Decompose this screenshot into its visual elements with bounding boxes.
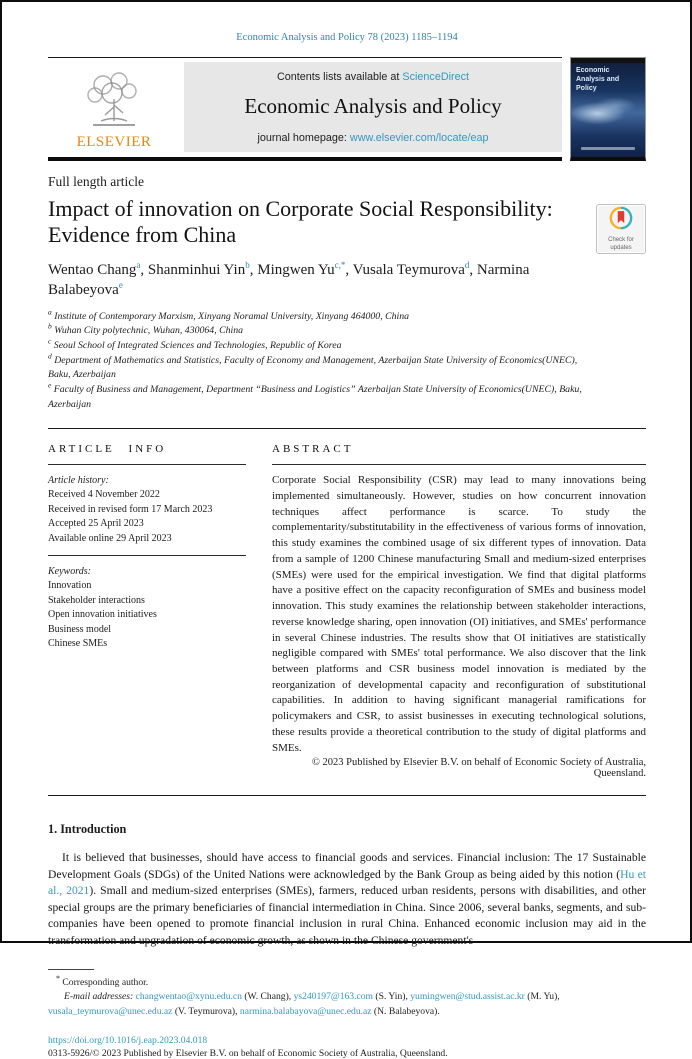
keywords-label: Keywords: (48, 566, 91, 578)
title-row (48, 196, 646, 254)
citation-link-hu-2021[interactable]: Hu et al., 2021 (48, 867, 646, 898)
abstract-header: ABSTRACT (272, 443, 354, 456)
article-history-label: Article history: (48, 475, 109, 487)
affiliation: $^c$ Seoul School of Integrated Sciences and Technologies, Republic of Korea (48, 336, 342, 351)
history-item: Accepted 25 April 2023 (48, 518, 144, 530)
elsevier-tree-icon (81, 69, 147, 136)
homepage-prefix: journal homepage: (257, 132, 350, 144)
intro-text-after-cite: ). Small and medium-sized enterprises (SMEs), farmers, reduced urban residents, persons with disabilities, and other special groups are the primary beneficiaries of financial intermediation in China. Since 2006, several banks, segments, and sub-companies have been opened to promote financial inclusion in rural China. Enhanced economic inclusion may aid in the transformation and upgradation of economic growth, as shown in the Chinese government's (48, 884, 647, 947)
masthead-panel (184, 62, 562, 152)
email-addresses-note: E-mail addresses: changwentao@xynu.edu.cn (W. Chang), ys240197@163.com (S. Yin), yumingwen@stud.assist.ac.kr (M. Yu), vusala_teymurova@unec.edu.az (V. Teymurova), narmina.balabayova@unec.edu.az (N. Balabeyova). (48, 991, 560, 1017)
keyword: Chinese SMEs (48, 638, 108, 650)
sciencedirect-link[interactable]: ScienceDirect (402, 71, 470, 83)
corresponding-author-note: * Corresponding author. (56, 973, 149, 988)
author-affil-sup: d (464, 260, 470, 270)
masthead-main (48, 57, 562, 161)
doi-link[interactable]: https://doi.org/10.1016/j.eap.2023.04.018 (48, 1035, 208, 1047)
rule (48, 464, 246, 465)
journal-homepage-link[interactable]: www.elsevier.com/locate/eap (349, 132, 489, 144)
journal-title: Economic Analysis and Policy (244, 94, 502, 118)
keyword: Open innovation initiatives (48, 609, 157, 621)
contents-line (190, 71, 556, 83)
elsevier-wordmark: ELSEVIER (76, 134, 152, 150)
article-title: Impact of innovation on Corporate Social Responsibility: Evidence from China (48, 196, 553, 247)
author-affil-sup: c,* (334, 260, 346, 270)
keyword: Business model (48, 623, 112, 635)
homepage-line (190, 132, 556, 144)
author-affil-sup: b (245, 260, 250, 270)
elsevier-logo[interactable] (48, 62, 180, 152)
abstract-column (272, 443, 646, 779)
article-type-label: Full length article (48, 174, 144, 189)
email-label: E-mail addresses: (64, 991, 134, 1003)
affiliation: $^a$ Institute of Contemporary Marxism, Xinyang Noramal University, Xinyang 464000, China (48, 307, 410, 322)
article-info-column (48, 443, 272, 779)
info-abstract-section (48, 428, 646, 796)
email-link[interactable]: ys240197@163.com (293, 991, 374, 1003)
journal-cover-thumbnail[interactable] (570, 57, 646, 161)
keyword: Innovation (48, 580, 92, 592)
intro-text-before-cite: It is believed that businesses, should have access to financial goods and services. Financial inclusion: The 17 Sustainable Development Goals (SDGs) of the United Nations were acknowledged by the Bank Group as being aided by this notion ( (48, 851, 646, 881)
cover-editor-line (581, 147, 635, 150)
email-link[interactable]: yumingwen@stud.assist.ac.kr (410, 991, 525, 1003)
author: Shanminhui Yin$^b$, (147, 260, 258, 278)
abstract-copyright: © 2023 Published by Elsevier B.V. on behalf of Economic Society of Australia, Queensland. (311, 757, 646, 780)
history-item: Available online 29 April 2023 (48, 532, 172, 544)
affiliation: $^b$ Wuhan City polytechnic, Wuhan, 430064, China (48, 321, 244, 337)
article-info-header: ARTICLE INFO (48, 443, 167, 456)
author-affil-sup: e (118, 280, 123, 291)
author-affil-sup: a (136, 260, 141, 270)
author-list (48, 260, 568, 301)
issn-copyright-line: 0313-5926/© 2023 Published by Elsevier B.V. on behalf of Economic Society of Australia, Queensland. (48, 1048, 448, 1059)
email-link[interactable]: changwentao@xynu.edu.cn (135, 991, 242, 1003)
contents-prefix: Contents lists available at (276, 71, 403, 83)
affiliation: $^d$ Department of Mathematics and Statistics, Faculty of Economy and Management, Azerbaijan State University of Economics(UNEC), Baku, Azerbaijan (48, 351, 578, 381)
asterisk: * (56, 973, 60, 983)
introduction-paragraph (48, 850, 646, 949)
affiliation: $^e$ Faculty of Business and Management, Department “Business and Logistics” Azerbaijan State University of Economics(UNEC), Baku, Azerbaijan (48, 380, 582, 410)
rule (48, 555, 246, 556)
history-item: Received 4 November 2022 (48, 489, 160, 501)
author: Mingwen $Yu^{c,*}$, (257, 260, 353, 278)
author: Narmina Balabeyova$^e$ (48, 262, 530, 299)
author: Vusala Teymurova$^d$, (352, 260, 474, 278)
abstract-text: Corporate Social Responsibility (CSR) may lead to many innovations being implemented simultaneously. However, studies on how concurrent innovation techniques affect performance is scarce. To study the complementarity/substitutability in the effectiveness of various forms of innovation, this study examines the combined usage of six different types of innovation. Data from a sample of 1200 Chinese manufacturing Small and medium-sized enterprises (SMEs) were used for the empirical investigation. We find that digital platforms have a positive effect on the capacity reconfiguration of SMEs and business model innovation. This study examines the relationship between stakeholder interactions, reverse knowledge sharing, open innovation (OI) initiatives, and SMEs' performance in several Chinese industries. The results show that OI initiatives are statistically negligible compared with SMEs' total performance. We also discover that the link between platforms and CSR business model innovation is mediated by the reorganization of developmental capacity and reconfiguration of substitutional capabilities. In addition to having significant managerial ramifications for policymakers and CSR, to assist businesses in executing technological solutions, these results provide a theoretical contribution to the study of digital platforms and SMEs. (272, 474, 646, 754)
affiliation-list (48, 307, 596, 413)
check-for-updates-badge[interactable] (596, 204, 646, 254)
running-head-citation: Economic Analysis and Policy 78 (2023) 1185–1194 (236, 32, 458, 43)
cover-title: Economic Analysis and Policy (576, 67, 620, 92)
check-updates-label: Check for updates (608, 237, 634, 251)
footnote-separator (48, 969, 94, 970)
author: Wentao Chang$^a$, (48, 260, 148, 278)
check-updates-icon (609, 206, 633, 235)
section-heading-introduction: 1. Introduction (48, 822, 127, 837)
rule (272, 464, 646, 465)
journal-masthead (48, 57, 646, 161)
cover-top-bar (571, 58, 645, 63)
keyword: Stakeholder interactions (48, 594, 145, 606)
email-link[interactable]: narmina.balabayova@unec.edu.az (239, 1005, 372, 1017)
email-link[interactable]: vusala_teymurova@unec.edu.az (48, 1005, 173, 1017)
history-item: Received in revised form 17 March 2023 (48, 503, 213, 515)
